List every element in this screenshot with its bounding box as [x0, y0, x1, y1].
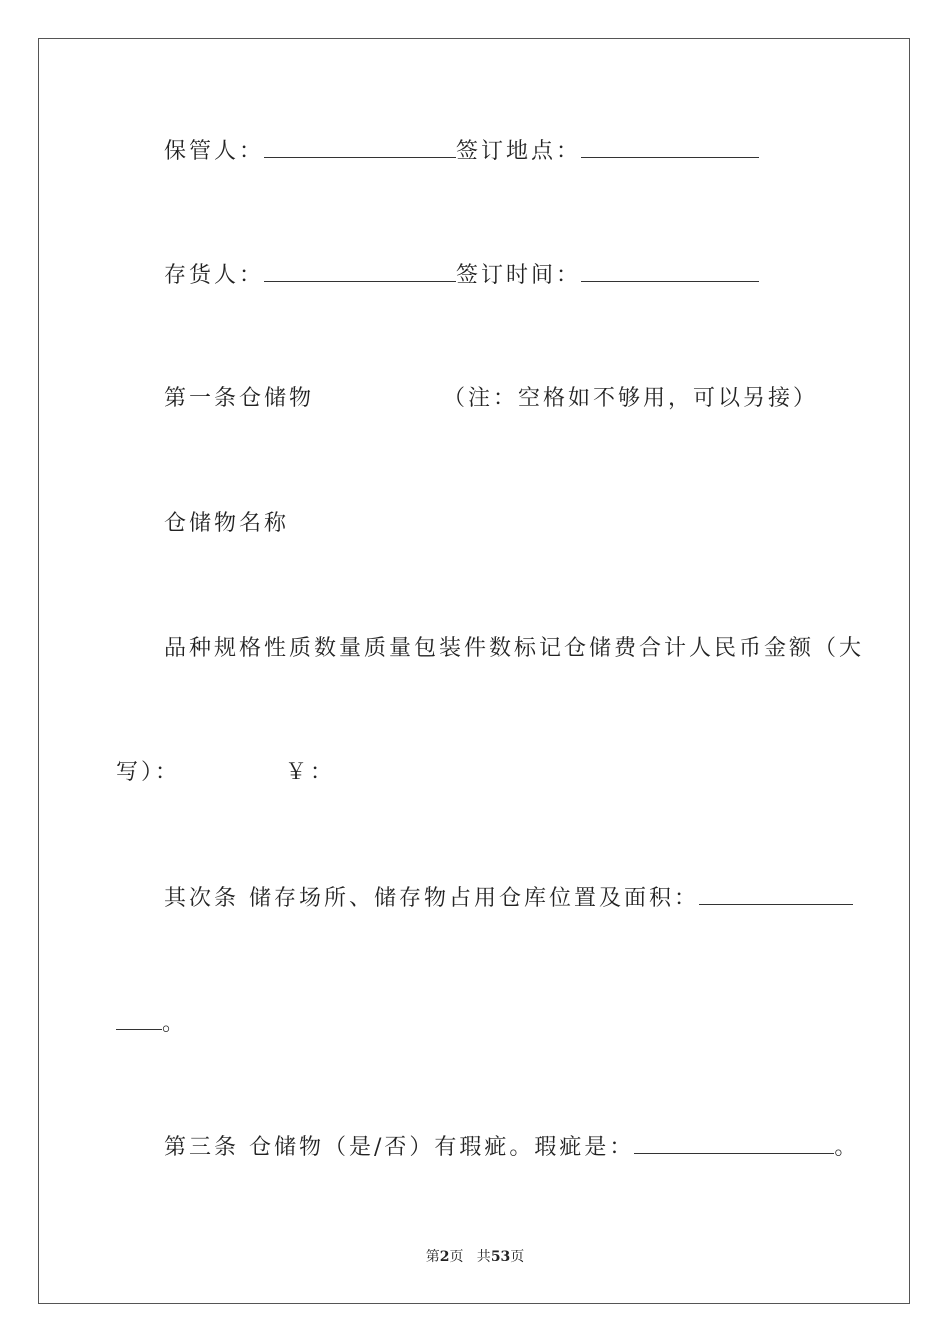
depositor-label: 存货人：	[164, 263, 265, 288]
keeper-blank[interactable]	[264, 137, 456, 158]
goods-name-label: 仓储物名称	[164, 511, 290, 536]
page-frame	[38, 38, 910, 1304]
sign-place-blank[interactable]	[581, 137, 759, 158]
yen-label: ￥：	[285, 760, 336, 785]
article-2-blank[interactable]	[699, 884, 853, 905]
sign-place-label: 签订地点：	[456, 139, 582, 164]
amount-label: 写）：	[116, 760, 181, 785]
page-mid: 页 共	[449, 1249, 491, 1265]
keeper-label: 保管人：	[164, 139, 265, 164]
article-2-end: 。	[162, 1011, 188, 1036]
keeper-row	[164, 137, 759, 166]
page-total: 53	[490, 1249, 511, 1265]
columns-text: 品种规格性质数量质量包装件数标记仓储费合计人民币金额（大	[164, 636, 865, 661]
sign-time-label: 签订时间：	[456, 263, 582, 288]
article-3-blank[interactable]	[634, 1133, 834, 1154]
article-2-blank-continued[interactable]	[116, 1009, 162, 1030]
page-number-footer	[0, 1246, 950, 1266]
depositor-row	[164, 261, 759, 290]
sign-time-blank[interactable]	[581, 261, 759, 282]
page-prefix: 第	[425, 1249, 440, 1265]
article-3-row	[164, 1133, 859, 1162]
page-current: 2	[439, 1249, 450, 1265]
article-3-text: 第三条 仓储物（是/否）有瑕疵。瑕疵是：	[164, 1135, 635, 1160]
article-3-end: 。	[834, 1135, 860, 1160]
page-suffix: 页	[510, 1249, 525, 1265]
article-2-continuation	[116, 1009, 187, 1038]
depositor-blank[interactable]	[264, 261, 456, 282]
article-1-title: 第一条仓储物	[164, 386, 315, 411]
article-2-text: 其次条 储存场所、储存物占用仓库位置及面积：	[164, 886, 699, 911]
article-2-row	[164, 884, 853, 913]
article-1-note: （注：空格如不够用，可以另接）	[443, 386, 819, 411]
